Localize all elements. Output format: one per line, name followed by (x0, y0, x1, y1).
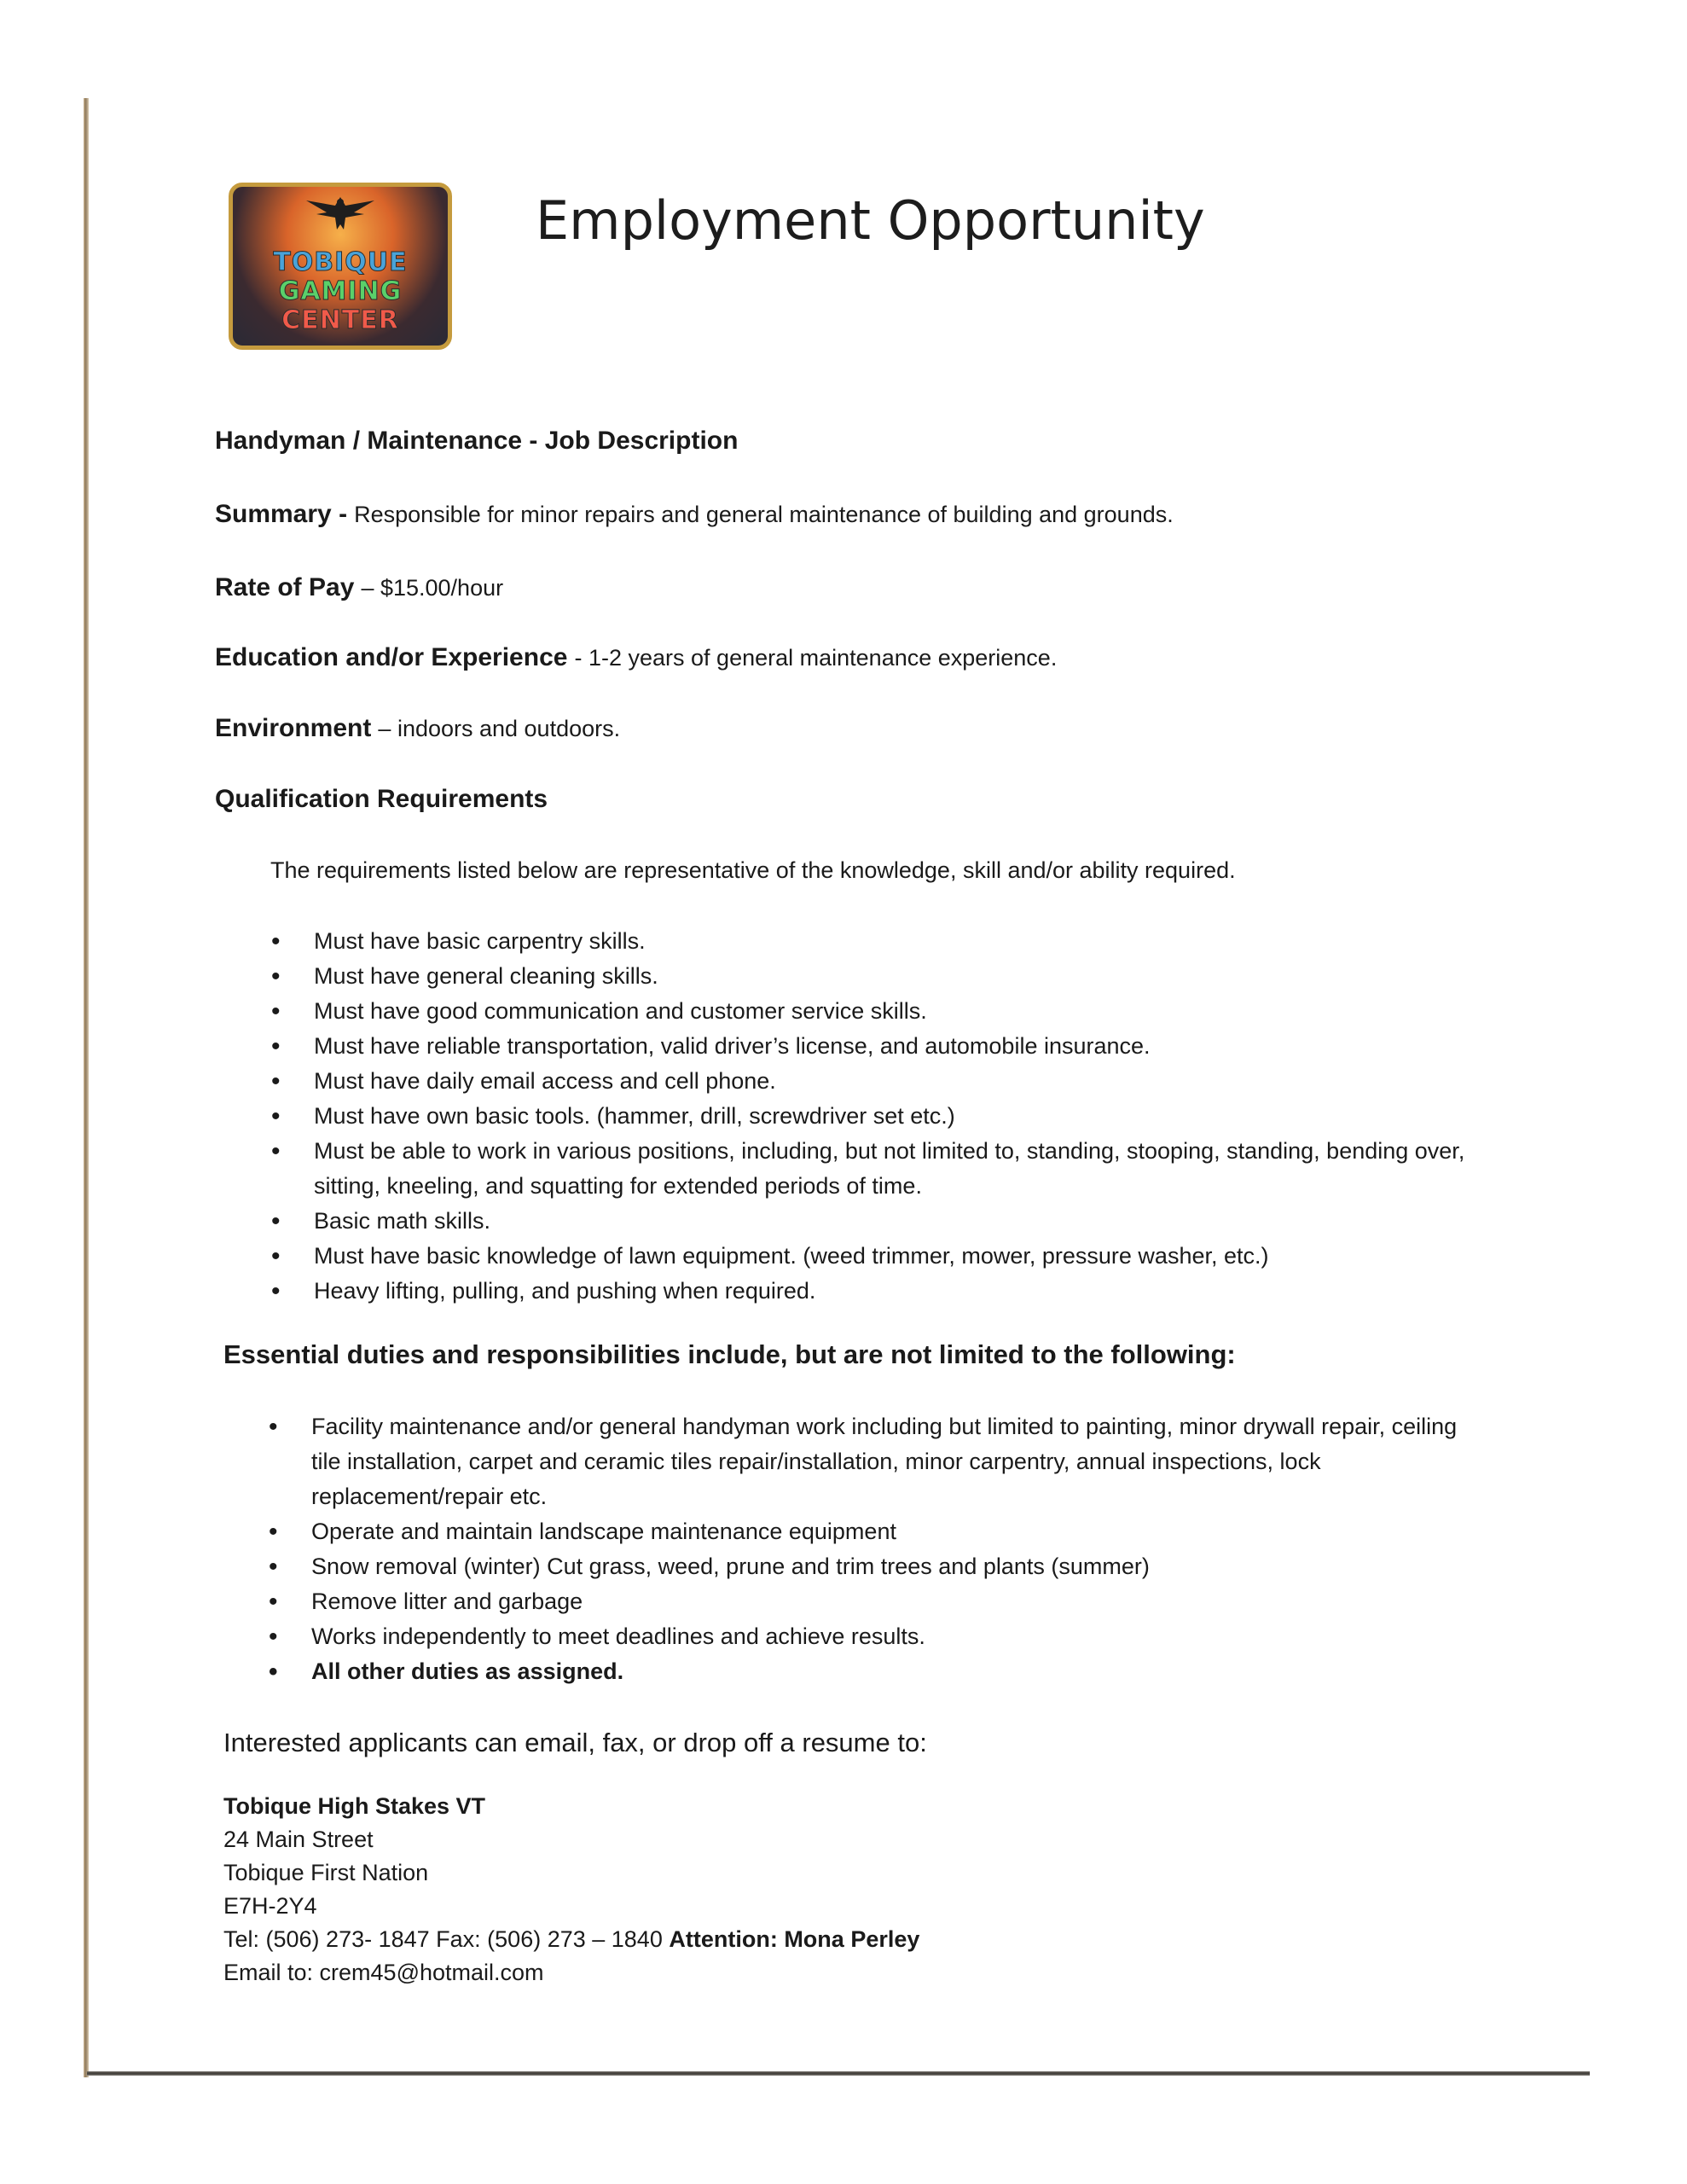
environment-value: – indoors and outdoors. (378, 716, 621, 741)
qualifications-heading (215, 785, 548, 814)
duties-list (269, 1409, 1480, 1689)
list-item: • Must have reliable transportation, valid driver’s license, and automobile insurance. (271, 1029, 1482, 1064)
summary-row (215, 500, 1174, 529)
qualification-list (271, 924, 1482, 1309)
list-item: • Must have daily email access and cell phone. (271, 1064, 1482, 1099)
contact-name: Tobique High Stakes VT (223, 1793, 486, 1819)
summary-label: Summary - (215, 500, 348, 528)
logo-text-tobique: TOBIQUE (273, 247, 408, 277)
list-item: • Facility maintenance and/or general handyman work including but limited to painting, minor drywall repair, ceiling tile installation, carpet and ceramic tiles repair/installation, minor carpentry, annual inspections, lock replacement/repair etc. (269, 1409, 1480, 1514)
list-item: • Must be able to work in various positions, including, but not limited to, standing, stooping, standing, bending over, sitting, kneeling, and squatting for extended periods of time. (271, 1134, 1482, 1204)
list-item: • Heavy lifting, pulling, and pushing when required. (271, 1274, 1482, 1309)
logo-text-center: CENTER (281, 305, 399, 335)
list-item: • Must have good communication and customer service skills. (271, 994, 1482, 1029)
list-item: • Must have basic knowledge of lawn equipment. (weed trimmer, mower, pressure washer, etc.) (271, 1239, 1482, 1274)
summary-value: Responsible for minor repairs and general maintenance of building and grounds. (354, 502, 1174, 527)
tobique-gaming-center-logo (229, 183, 452, 350)
contact-street: 24 Main Street (223, 1827, 374, 1852)
rate-label: Rate of Pay (215, 573, 355, 601)
education-row (215, 643, 1057, 672)
list-item: • Snow removal (winter) Cut grass, weed, prune and trim trees and plants (summer) (269, 1549, 1480, 1584)
apply-instructions: Interested applicants can email, fax, or drop off a resume to: (223, 1728, 927, 1757)
page-title: Employment Opportunity (536, 189, 1205, 252)
qualifications-heading-text: Qualification Requirements (215, 785, 548, 813)
education-label: Education and/or Experience (215, 643, 568, 671)
contact-email[interactable]: Email to: crem45@hotmail.com (223, 1960, 544, 1985)
contact-phone-row (223, 1923, 919, 1956)
duties-heading: Essential duties and responsibilities include, but are not limited to the following: (223, 1339, 1236, 1369)
environment-label: Environment (215, 714, 372, 742)
list-item: • Must have basic carpentry skills. (271, 924, 1482, 959)
rate-row (215, 573, 503, 602)
logo-text-gaming: GAMING (278, 276, 403, 306)
job-heading-text: Handyman / Maintenance - Job Description (215, 427, 739, 455)
list-item: • Must have general cleaning skills. (271, 959, 1482, 994)
environment-row (215, 714, 620, 743)
contact-attention: Attention: Mona Perley (669, 1926, 920, 1952)
qualifications-intro: The requirements listed below are representative of the knowledge, skill and/or ability required. (270, 857, 1236, 883)
list-item: • All other duties as assigned. (269, 1654, 1480, 1689)
contact-community: Tobique First Nation (223, 1860, 429, 1885)
eagle-icon (289, 194, 391, 233)
contact-block (223, 1790, 919, 1989)
list-item: • Must have own basic tools. (hammer, drill, screwdriver set etc.) (271, 1099, 1482, 1134)
rate-value: – $15.00/hour (361, 575, 504, 601)
job-heading (215, 427, 738, 456)
scan-edge-left (0, 0, 85, 2184)
list-item: • Remove litter and garbage (269, 1584, 1480, 1619)
list-item: • Operate and maintain landscape maintenance equipment (269, 1514, 1480, 1549)
contact-phone-fax: Tel: (506) 273- 1847 Fax: (506) 273 – 1840 (223, 1926, 663, 1952)
list-item: • Basic math skills. (271, 1204, 1482, 1239)
list-item: • Works independently to meet deadlines and achieve results. (269, 1619, 1480, 1654)
scan-edge-bottom (87, 2071, 1590, 2076)
education-value: - 1-2 years of general maintenance experience. (574, 645, 1058, 671)
contact-postal-code: E7H-2Y4 (223, 1893, 317, 1919)
